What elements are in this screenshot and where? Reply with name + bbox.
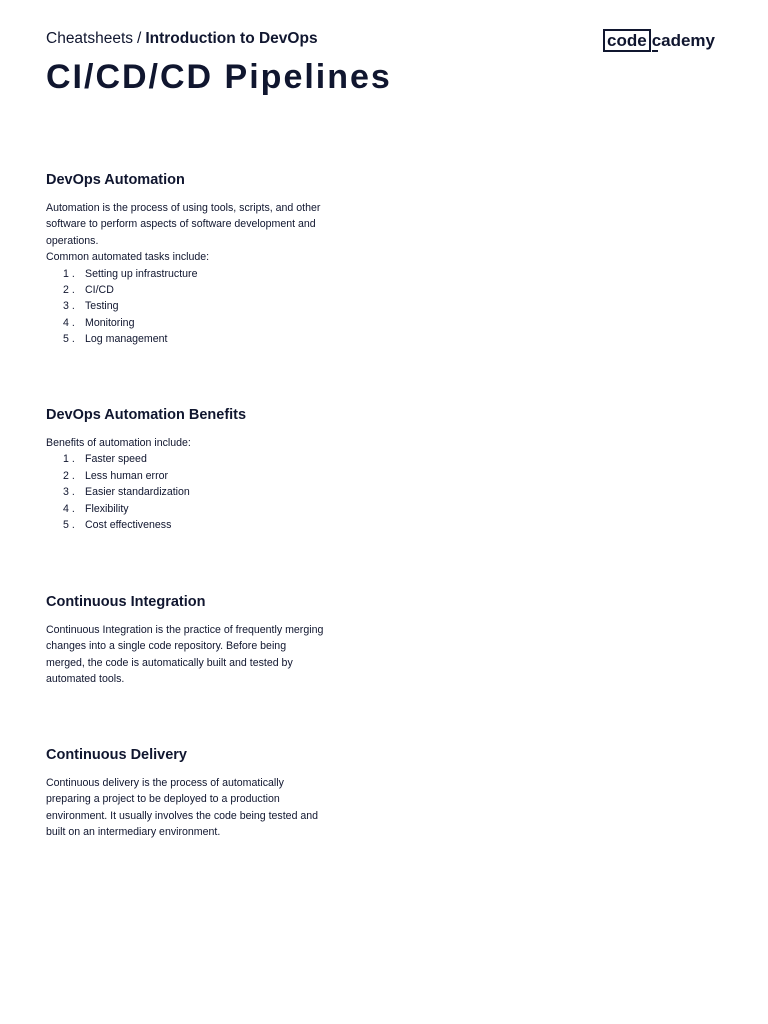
codecademy-logo[interactable] [603,29,715,53]
section-paragraph: Continuous delivery is the process of automatically preparing a project to be deployed to a production environment. It usually involves the code being tested and built on an intermediary environment. [46,777,319,839]
list-item-text: CI/CD [85,284,114,297]
section-paragraph: Automation is the process of using tools, scripts, and other software to perform aspects of software development and operations. [46,202,321,247]
list-item [46,501,326,517]
section-heading: DevOps Automation Benefits [46,407,247,423]
section-paragraph: Benefits of automation include: [46,437,191,449]
page-title: CI/CD/CD Pipelines [46,58,392,96]
section-devops-automation [46,170,326,348]
breadcrumb-current: Introduction to DevOps [145,30,318,47]
list-item [46,298,326,314]
section-continuous-integration [46,592,326,688]
list-item-number: 1 . [63,453,75,466]
list-item-text: Setting up infrastructure [85,267,198,280]
logo-rest-text: cademy [651,31,716,50]
list-item-text: Easier standardization [85,486,190,499]
section-devops-automation-benefits [46,405,326,533]
list-item [46,517,326,533]
list-item-text: Flexibility [85,502,129,515]
list-item [46,331,326,347]
list-item-number: 2 . [63,284,75,297]
section-heading: Continuous Integration [46,594,206,610]
logo-cursor-mark [652,50,658,52]
list-item [46,468,326,484]
section-heading: DevOps Automation [46,172,185,188]
list-item-text: Monitoring [85,316,135,329]
list-item-text: Testing [85,300,119,313]
section-heading: Continuous Delivery [46,747,187,763]
list-item [46,451,326,467]
list-item-number: 4 . [63,316,75,329]
section-continuous-delivery [46,745,326,841]
list-item-text: Cost effectiveness [85,519,172,532]
breadcrumb-link-cheatsheets[interactable]: Cheatsheets [46,30,134,47]
list-item [46,282,326,298]
list-item [46,315,326,331]
numbered-list [46,266,326,348]
list-item-number: 2 . [63,469,75,482]
section-paragraph: Common automated tasks include: [46,251,210,264]
list-item-number: 3 . [63,486,75,499]
breadcrumb-separator: / [137,30,142,47]
list-item [46,266,326,282]
list-item-text: Less human error [85,469,169,482]
list-item-number: 5 . [63,519,75,532]
breadcrumb [46,29,318,49]
list-item-text: Log management [85,333,168,346]
logo-box-text: code [603,29,651,52]
list-item-number: 5 . [63,333,75,346]
list-item-number: 4 . [63,502,75,515]
section-paragraph: Continuous Integration is the practice of frequently merging changes into a single code repository. Before being merged, the code is automatically built and tested by automated tools. [46,624,324,686]
list-item-number: 1 . [63,267,75,280]
numbered-list [46,451,326,533]
list-item-number: 3 . [63,300,75,313]
list-item-text: Faster speed [85,453,147,466]
list-item [46,484,326,500]
